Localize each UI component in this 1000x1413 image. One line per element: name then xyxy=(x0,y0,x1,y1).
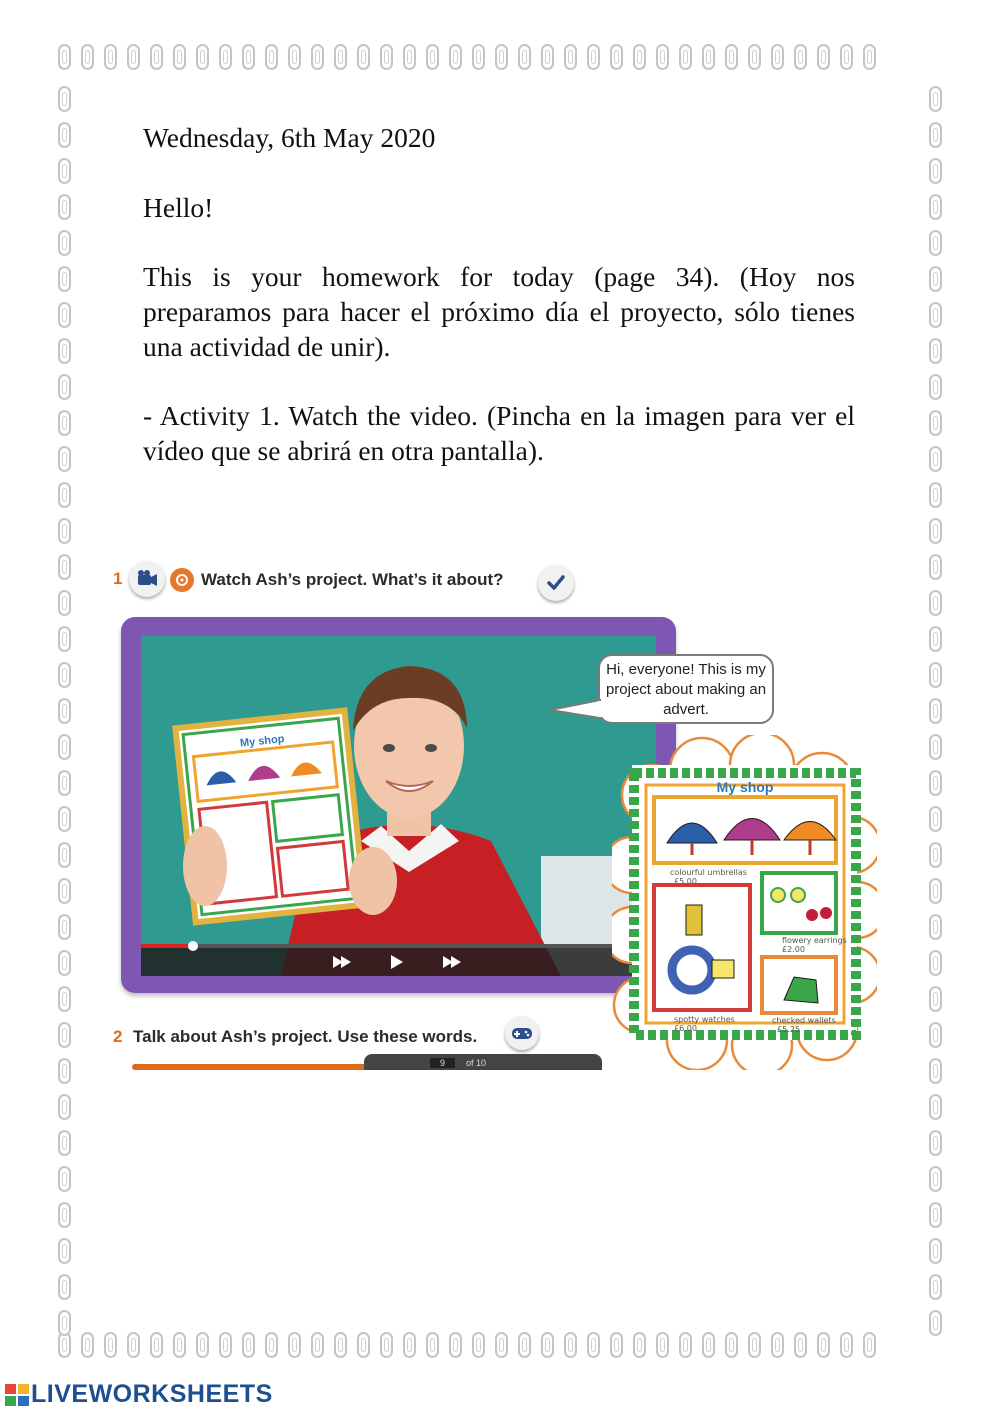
paper-clip-icon xyxy=(58,1058,71,1084)
label-umbrellas: colourful umbrellas xyxy=(670,868,747,877)
paper-clip-icon xyxy=(58,44,71,70)
paper-clip-icon xyxy=(58,158,71,184)
paper-clip-icon xyxy=(840,1332,853,1358)
paper-clip-icon xyxy=(58,1166,71,1192)
poster-zoom-cloud xyxy=(612,735,877,1070)
paper-clip-icon xyxy=(58,734,71,760)
paper-clip-icon xyxy=(288,44,301,70)
paper-clip-icon xyxy=(725,1332,738,1358)
paper-clip-icon xyxy=(58,86,71,112)
paper-clip-icon xyxy=(771,1332,784,1358)
paper-clip-icon xyxy=(929,914,942,940)
paper-clip-icon xyxy=(929,86,942,112)
paper-clip-icon xyxy=(58,806,71,832)
paper-clip-icon xyxy=(58,266,71,292)
held-poster-title: My shop xyxy=(239,733,286,750)
paper-clip-icon xyxy=(311,44,324,70)
clip-border-left xyxy=(58,86,71,1336)
paper-clip-icon xyxy=(656,1332,669,1358)
paper-clip-icon xyxy=(679,44,692,70)
paper-clip-icon xyxy=(929,1130,942,1156)
paper-clip-icon xyxy=(817,44,830,70)
paper-clip-icon xyxy=(863,1332,876,1358)
paper-clip-icon xyxy=(564,44,577,70)
paper-clip-icon xyxy=(929,1238,942,1264)
intro-paragraph: This is your homework for today (page 34). (Hoy nos preparamos para hacer el próximo día el proyecto, sólo tienes una actividad de unir). xyxy=(143,261,855,362)
paper-clip-icon xyxy=(610,44,623,70)
paper-clip-icon xyxy=(357,1332,370,1358)
paper-clip-icon xyxy=(929,1274,942,1300)
paper-clip-icon xyxy=(863,44,876,70)
paper-clip-icon xyxy=(472,1332,485,1358)
paper-clip-icon xyxy=(58,554,71,580)
paper-clip-icon xyxy=(288,1332,301,1358)
paper-clip-icon xyxy=(929,1202,942,1228)
paper-clip-icon xyxy=(127,44,140,70)
paper-clip-icon xyxy=(929,374,942,400)
paper-clip-icon xyxy=(104,44,117,70)
paper-clip-icon xyxy=(929,806,942,832)
paper-clip-icon xyxy=(679,1332,692,1358)
price-umbrellas: £5.00 xyxy=(674,877,697,886)
question-1 xyxy=(113,569,122,589)
paper-clip-icon xyxy=(587,44,600,70)
paper-clip-icon xyxy=(426,1332,439,1358)
label-earrings: flowery earrings xyxy=(782,936,847,945)
paper-clip-icon xyxy=(426,44,439,70)
paper-clip-icon xyxy=(242,44,255,70)
paper-clip-icon xyxy=(794,44,807,70)
pager-toolbar[interactable] xyxy=(364,1054,602,1070)
paper-clip-icon xyxy=(58,1274,71,1300)
paper-clip-icon xyxy=(495,44,508,70)
clip-border-top xyxy=(58,44,876,70)
paper-clip-icon xyxy=(380,44,393,70)
paper-clip-icon xyxy=(929,662,942,688)
paper-clip-icon xyxy=(58,338,71,364)
paper-clip-icon xyxy=(929,122,942,148)
paper-clip-icon xyxy=(929,698,942,724)
paper-clip-icon xyxy=(58,1130,71,1156)
paper-clip-icon xyxy=(58,662,71,688)
liveworksheets-logo[interactable] xyxy=(5,1380,273,1409)
paper-clip-icon xyxy=(929,554,942,580)
paper-clip-icon xyxy=(564,1332,577,1358)
paper-clip-icon xyxy=(725,44,738,70)
price-earrings: £2.00 xyxy=(782,945,805,954)
paper-clip-icon xyxy=(58,1022,71,1048)
paper-clip-icon xyxy=(794,1332,807,1358)
paper-clip-icon xyxy=(58,410,71,436)
paper-clip-icon xyxy=(929,266,942,292)
paper-clip-icon xyxy=(127,1332,140,1358)
paper-clip-icon xyxy=(58,122,71,148)
paper-clip-icon xyxy=(541,44,554,70)
paper-clip-icon xyxy=(840,44,853,70)
logo-icon xyxy=(5,1382,31,1408)
question-2-text: Talk about Ash’s project. Use these words. xyxy=(133,1027,478,1046)
paper-clip-icon xyxy=(771,44,784,70)
paper-clip-icon xyxy=(58,1310,71,1336)
paper-clip-icon xyxy=(58,842,71,868)
paper-clip-icon xyxy=(929,1094,942,1120)
paper-clip-icon xyxy=(929,230,942,256)
checkmark-icon[interactable] xyxy=(538,565,574,601)
price-watches: £6.00 xyxy=(674,1024,697,1033)
paper-clip-icon xyxy=(219,1332,232,1358)
paper-clip-icon xyxy=(929,1310,942,1336)
paper-clip-icon xyxy=(81,1332,94,1358)
paper-clip-icon xyxy=(449,44,462,70)
paper-clip-icon xyxy=(357,44,370,70)
paper-clip-icon xyxy=(58,950,71,976)
paper-clip-icon xyxy=(929,1166,942,1192)
small-poster-title: My shop xyxy=(716,779,774,795)
paper-clip-icon xyxy=(104,1332,117,1358)
paper-clip-icon xyxy=(58,302,71,328)
speech-bubble-tail xyxy=(548,690,608,730)
video-screen[interactable] xyxy=(141,636,656,976)
video-camera-icon[interactable] xyxy=(129,561,165,597)
paper-clip-icon xyxy=(150,1332,163,1358)
paper-clip-icon xyxy=(633,1332,646,1358)
question-1-text: Watch Ash’s project. What’s it about? xyxy=(201,570,504,589)
clip-border-bottom xyxy=(58,1332,876,1358)
pager-total: of 10 xyxy=(466,1058,487,1068)
paper-clip-icon xyxy=(587,1332,600,1358)
paper-clip-icon xyxy=(929,518,942,544)
greeting: Hello! xyxy=(143,192,214,223)
paper-clip-icon xyxy=(173,1332,186,1358)
paper-clip-icon xyxy=(541,1332,554,1358)
gamepad-icon[interactable] xyxy=(505,1016,539,1050)
paper-clip-icon xyxy=(610,1332,623,1358)
paper-clip-icon xyxy=(58,518,71,544)
paper-clip-icon xyxy=(656,44,669,70)
question-1-number: 1 xyxy=(113,569,123,588)
paper-clip-icon xyxy=(58,914,71,940)
paper-clip-icon xyxy=(196,44,209,70)
activity-instruction: - Activity 1. Watch the video. (Pincha en la imagen para ver el vídeo que se abrirá en otra pantalla). xyxy=(143,400,855,466)
paper-clip-icon xyxy=(929,446,942,472)
paper-clip-icon xyxy=(929,410,942,436)
clip-border-right xyxy=(929,86,942,1336)
paper-clip-icon xyxy=(929,590,942,616)
paper-clip-icon xyxy=(380,1332,393,1358)
paper-clip-icon xyxy=(449,1332,462,1358)
price-wallets: £5.25 xyxy=(777,1025,800,1034)
paper-clip-icon xyxy=(929,1022,942,1048)
paper-clip-icon xyxy=(929,734,942,760)
label-wallets: checked wallets xyxy=(772,1016,836,1025)
page-cutoff-mask xyxy=(100,1070,900,1110)
paper-clip-icon xyxy=(58,482,71,508)
paper-clip-icon xyxy=(929,842,942,868)
paper-clip-icon xyxy=(929,878,942,904)
paper-clip-icon xyxy=(403,1332,416,1358)
speech-bubble: Hi, everyone! This is my project about making an advert. xyxy=(598,654,774,724)
paper-clip-icon xyxy=(929,338,942,364)
paper-clip-icon xyxy=(173,44,186,70)
paper-clip-icon xyxy=(58,230,71,256)
paper-clip-icon xyxy=(929,194,942,220)
date-line: Wednesday, 6th May 2020 xyxy=(143,122,436,153)
paper-clip-icon xyxy=(81,44,94,70)
paper-clip-icon xyxy=(929,1058,942,1084)
paper-clip-icon xyxy=(58,1202,71,1228)
paper-clip-icon xyxy=(58,1238,71,1264)
paper-clip-icon xyxy=(58,590,71,616)
paper-clip-icon xyxy=(403,44,416,70)
paper-clip-icon xyxy=(150,44,163,70)
paper-clip-icon xyxy=(518,44,531,70)
paper-clip-icon xyxy=(518,1332,531,1358)
paper-clip-icon xyxy=(58,626,71,652)
paper-clip-icon xyxy=(334,44,347,70)
paper-clip-icon xyxy=(242,1332,255,1358)
paper-clip-icon xyxy=(817,1332,830,1358)
paper-clip-icon xyxy=(748,1332,761,1358)
paper-clip-icon xyxy=(58,1094,71,1120)
paper-clip-icon xyxy=(58,698,71,724)
logo-text: LIVEWORKSHEETS xyxy=(31,1380,273,1408)
paper-clip-icon xyxy=(58,446,71,472)
paper-clip-icon xyxy=(58,878,71,904)
paper-clip-icon xyxy=(929,302,942,328)
paper-clip-icon xyxy=(748,44,761,70)
paper-clip-icon xyxy=(58,986,71,1012)
paper-clip-icon xyxy=(633,44,646,70)
paper-clip-icon xyxy=(311,1332,324,1358)
question-2-number: 2 xyxy=(113,1027,123,1046)
paper-clip-icon xyxy=(58,374,71,400)
paper-clip-icon xyxy=(929,770,942,796)
paper-clip-icon xyxy=(196,1332,209,1358)
paper-clip-icon xyxy=(265,1332,278,1358)
paper-clip-icon xyxy=(219,44,232,70)
paper-clip-icon xyxy=(929,986,942,1012)
paper-clip-icon xyxy=(702,44,715,70)
paper-clip-icon xyxy=(929,482,942,508)
paper-clip-icon xyxy=(929,626,942,652)
cd-icon xyxy=(170,568,194,592)
paper-clip-icon xyxy=(58,770,71,796)
paper-clip-icon xyxy=(495,1332,508,1358)
paper-clip-icon xyxy=(58,194,71,220)
pager-page[interactable]: 9 xyxy=(430,1058,455,1068)
paper-clip-icon xyxy=(702,1332,715,1358)
label-watches: spotty watches xyxy=(674,1015,735,1024)
paper-clip-icon xyxy=(472,44,485,70)
paper-clip-icon xyxy=(929,950,942,976)
paper-clip-icon xyxy=(334,1332,347,1358)
paper-clip-icon xyxy=(265,44,278,70)
paper-clip-icon xyxy=(929,158,942,184)
